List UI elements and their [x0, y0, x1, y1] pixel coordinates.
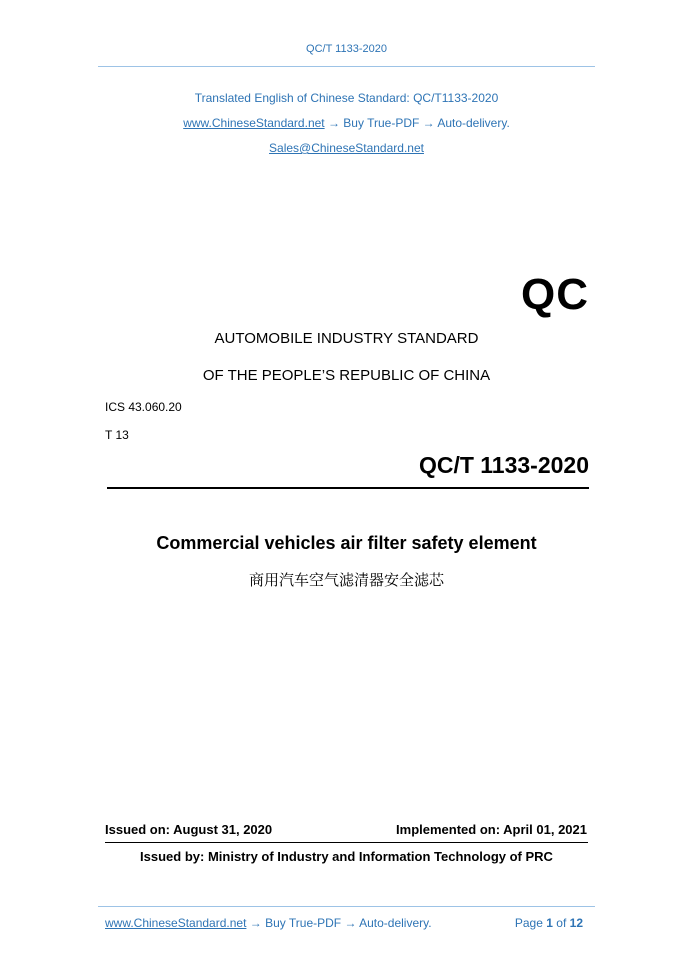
footer-divider: [98, 906, 595, 907]
issue-divider: [105, 842, 588, 843]
footer-purchase-text: → Buy True-PDF → Auto-delivery.: [246, 916, 432, 930]
standard-title-line1: AUTOMOBILE INDUSTRY STANDARD: [214, 330, 479, 347]
purchase-line: [0, 116, 693, 130]
page-label: Page: [514, 916, 543, 930]
running-header: QC/T 1133-2020: [306, 43, 387, 55]
page-of: of: [556, 916, 567, 930]
email-line: [0, 141, 693, 155]
page-current: 1: [546, 916, 553, 930]
page-total: 12: [569, 916, 583, 930]
issued-date: Issued on: August 31, 2020: [105, 822, 273, 837]
email-link[interactable]: Sales@ChineseStandard.net: [269, 141, 424, 155]
issuing-authority: Issued by: Ministry of Industry and Information Technology of PRC: [140, 849, 553, 864]
standard-number: QC/T 1133-2020: [418, 452, 589, 478]
qc-logo: QC: [521, 270, 589, 319]
purchase-text: → Buy True-PDF → Auto-delivery.: [324, 116, 510, 130]
standard-title-line2: OF THE PEOPLE’S REPUBLIC OF CHINA: [202, 367, 491, 384]
header-divider: [98, 66, 595, 67]
chinese-title: 商用汽车空气滤清器安全滤芯: [248, 571, 444, 589]
footer-site-link[interactable]: www.ChineseStandard.net: [105, 916, 247, 930]
footer-purchase-line: [105, 916, 432, 930]
english-title: Commercial vehicles air filter safety element: [156, 533, 537, 553]
class-code: T 13: [105, 428, 129, 442]
implemented-date: Implemented on: April 01, 2021: [396, 822, 587, 837]
translation-notice: Translated English of Chinese Standard: QC/T1133-2020: [194, 91, 499, 105]
site-link[interactable]: www.ChineseStandard.net: [183, 116, 325, 130]
page-indicator: [515, 916, 583, 930]
standard-divider: [107, 487, 589, 489]
ics-code: ICS 43.060.20: [105, 400, 182, 414]
